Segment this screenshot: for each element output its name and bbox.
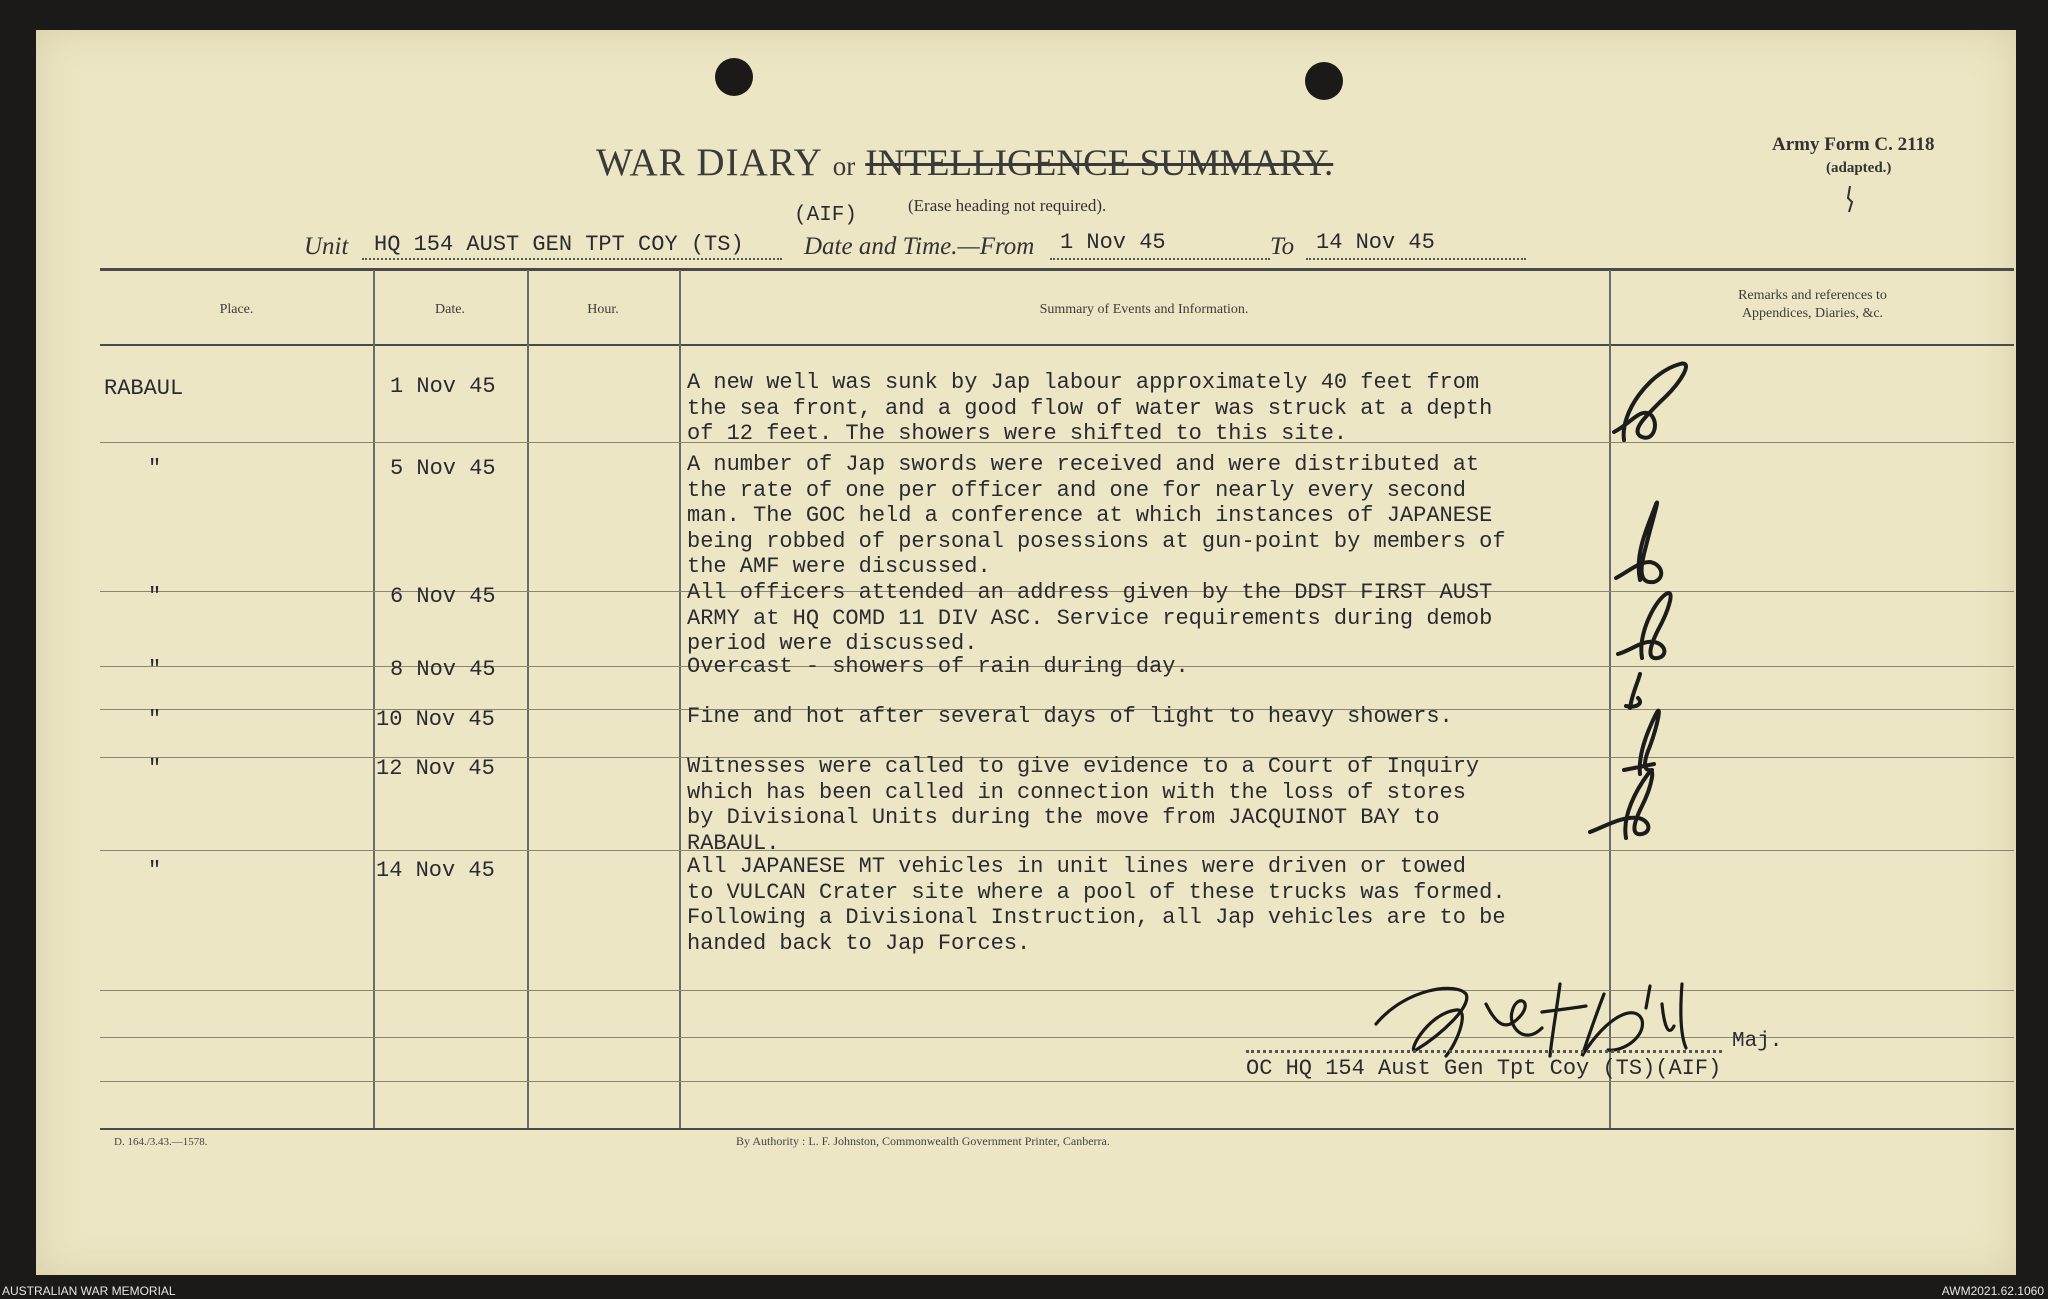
col-divider-date-hour [527,270,529,1128]
header-date: Date. [435,302,465,317]
table-bottom-rule [100,1128,2014,1130]
col-divider-place-date [373,270,375,1128]
row-2-summary: A number of Jap swords were received and were distributed at the rate of one per officer and one for nearly every second man. The GOC held a conference at which instances of JAPANESE being robbed of personal posessions at gun-point by members of the AMF were discussed. [687,452,1506,579]
footer-authority: By Authority : L. F. Johnston, Commonwealth Government Printer, Canberra. [736,1134,1110,1148]
to-label: To [1270,233,1295,260]
row-6-place: " [148,756,162,781]
footer-form-code: D. 164./3.43.—1578. [114,1136,208,1148]
caption-right: AWM2021.62.1060 [1941,1284,2044,1298]
row-5-place: " [148,707,162,732]
from-dotted-line [1050,258,1270,260]
header-bottom-rule [100,344,2014,346]
date-time-label: Date and Time.—From [804,233,1035,260]
col-divider-hour-summary [679,270,681,1128]
initials-row-3 [1610,578,1690,668]
ruled-line [100,1081,2014,1082]
header-summary: Summary of Events and Information. [1039,302,1249,317]
to-value: 14 Nov 45 [1316,230,1435,255]
table-top-rule [100,268,2014,271]
initials-row-6 [1586,752,1686,852]
war-diary-sheet [36,30,2016,1275]
title-or: or [832,151,856,181]
row-1-summary: A new well was sunk by Jap labour approximately 40 feet from the sea front, and a good flow of water was struck at a depth of 12 feet. The showers were shifted to this site. [687,370,1493,446]
caption-left: AUSTRALIAN WAR MEMORIAL [2,1284,176,1298]
erase-note: (Erase heading not required). [908,196,1107,215]
row-5-summary: Fine and hot after several days of light to heavy showers. [687,704,1453,729]
row-4-place: " [148,657,162,682]
header-remarks-line2: Appendices, Diaries, &c. [1741,306,1884,321]
signature-title: OC HQ 154 Aust Gen Tpt Coy (TS)(AIF) [1246,1056,1722,1081]
header-remarks-line1: Remarks and references to [1738,288,1887,303]
title-war-diary: WAR DIARY [596,141,823,184]
row-2-place: " [148,456,162,481]
title-intelligence-summary: INTELLIGENCE SUMMARY. [865,143,1334,184]
row-7-date: 14 Nov 45 [376,858,495,883]
unit-dotted-line [362,258,782,260]
row-3-summary: All officers attended an address given by the DDST FIRST AUST ARMY at HQ COMD 11 DIV ASC. Service requirements during demob period were discussed. [687,580,1493,656]
signature-dotted-line [1246,1050,1722,1053]
row-6-summary: Witnesses were called to give evidence to a Court of Inquiry which has been called in connection with the loss of stores by Divisional Units during the move from JACQUINOT BAY to RABAUL. [687,754,1480,856]
row-7-place: " [148,858,162,883]
ruled-line [100,1037,2014,1038]
row-2-date: 5 Nov 45 [390,456,496,481]
unit-value: HQ 154 AUST GEN TPT COY (TS) [374,232,744,257]
header-hour: Hour. [587,302,619,317]
row-1-place: RABAUL [104,376,184,401]
row-4-date: 8 Nov 45 [390,657,496,682]
army-form-adapted: (adapted.) [1826,160,1892,176]
initials-row-2 [1610,492,1690,592]
ink-mark [1844,184,1856,214]
ruled-line [100,990,2014,991]
form-title [596,140,1333,185]
army-form-number: Army Form C. 2118 [1772,134,1935,155]
header-place: Place. [219,302,254,317]
row-3-place: " [148,584,162,609]
row-4-summary: Overcast - showers of rain during day. [687,654,1189,679]
row-1-date: 1 Nov 45 [390,374,496,399]
aif-insert: (AIF) [794,204,858,227]
row-7-summary: All JAPANESE MT vehicles in unit lines were driven or towed to VULCAN Crater site where a pool of these trucks was formed. Following a Divisional Instruction, all Jap vehicles are to be handed back to Jap Forces. [687,854,1506,956]
to-dotted-line [1306,258,1526,260]
from-value: 1 Nov 45 [1060,230,1166,255]
row-3-date: 6 Nov 45 [390,584,496,609]
punch-hole-right [1305,62,1343,100]
punch-hole-left [715,58,753,96]
unit-label: Unit [304,233,349,260]
row-5-date: 10 Nov 45 [376,707,495,732]
signature-rank: Maj. [1732,1030,1783,1053]
row-6-date: 12 Nov 45 [376,756,495,781]
initials-row-1 [1610,352,1700,452]
